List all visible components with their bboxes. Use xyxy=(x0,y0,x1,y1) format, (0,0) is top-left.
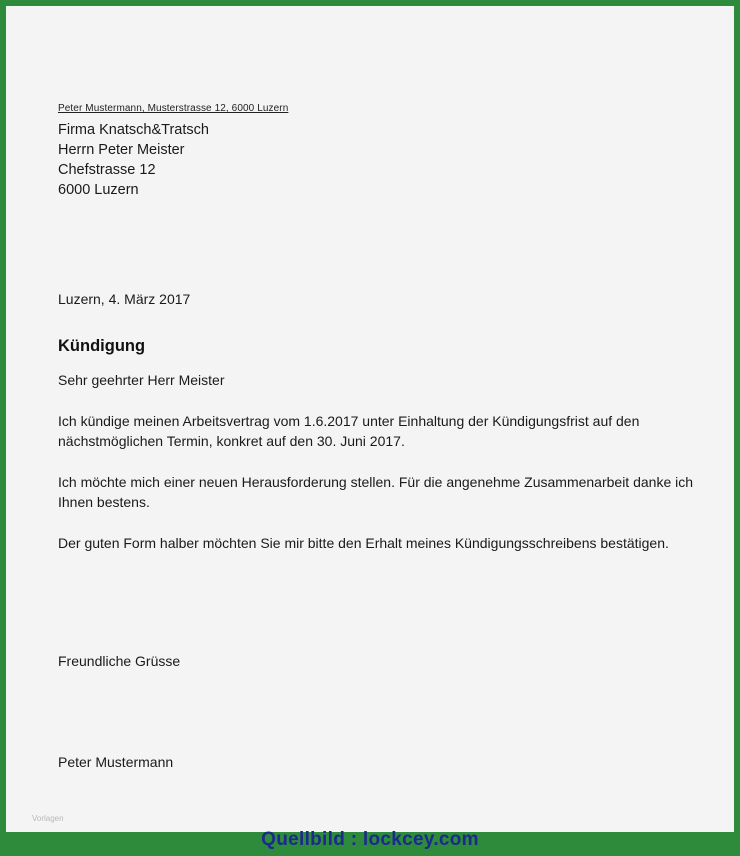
body-paragraph: Ich kündige meinen Arbeitsvertrag vom 1.6.2017 unter Einhaltung der Kündigungsfrist auf den nächstmöglichen Termin, konkret auf den 30. Juni 2017. xyxy=(58,413,640,449)
signature-name: Peter Mustermann xyxy=(58,754,174,770)
recipient-line: Firma Knatsch&Tratsch xyxy=(58,122,209,138)
body-paragraph: Der guten Form halber möchten Sie mir bitte den Erhalt meines Kündigungsschreibens bestätigen. xyxy=(58,535,669,551)
recipient-address xyxy=(58,120,209,200)
letter-subject: Kündigung xyxy=(58,337,146,355)
recipient-line: 6000 Luzern xyxy=(58,182,139,198)
source-caption: Quellbild : lockcey.com xyxy=(261,829,479,850)
watermark-text: Vorlagen xyxy=(32,814,64,823)
letter-date: Luzern, 4. März 2017 xyxy=(58,291,191,307)
closing-greeting: Freundliche Grüsse xyxy=(58,653,181,669)
sender-address-line: Peter Mustermann, Musterstrasse 12, 6000 Luzern xyxy=(58,103,289,114)
recipient-line: Herrn Peter Meister xyxy=(58,142,185,158)
letter-page xyxy=(6,6,734,832)
recipient-line: Chefstrasse 12 xyxy=(58,162,156,178)
salutation: Sehr geehrter Herr Meister xyxy=(58,372,225,388)
body-paragraph: Ich möchte mich einer neuen Herausforderung stellen. Für die angenehme Zusammenarbeit danke ich Ihnen bestens. xyxy=(58,474,694,510)
